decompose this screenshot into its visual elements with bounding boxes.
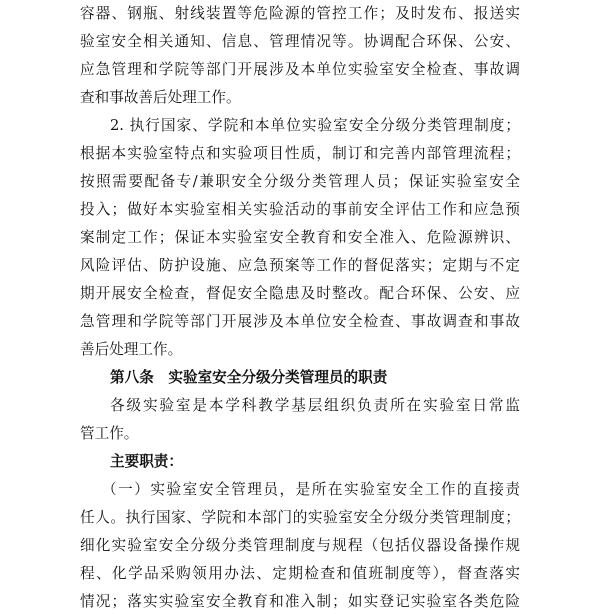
text-line-19: 任人。执行国家、学院和本部门的实验室安全分级分类管理制度； bbox=[80, 509, 520, 526]
text-line-10: 风险评估、防护设施、应急预案等工作的督促落实；定期与不定 bbox=[80, 257, 520, 274]
text-line-21: 程、化学品采购领用办法、定期检查和值班制度等），督查落实 bbox=[80, 565, 520, 582]
text-line-16: 管工作。 bbox=[80, 425, 139, 442]
text-line-15: 各级实验室是本学科教学基层组织负责所在实验室日常监 bbox=[110, 397, 520, 414]
article-heading: 第八条 实验室安全分级分类管理员的职责 bbox=[110, 369, 388, 386]
text-line-1: 容器、钢瓶、射线装置等危险源的管控工作；及时发布、报送实 bbox=[80, 5, 520, 22]
text-line-22: 情况；落实实验室安全教育和准入制；如实登记实验室各类危险 bbox=[80, 593, 520, 610]
text-line-3: 应急管理和学院等部门开展涉及本单位实验室安全检查、事故调 bbox=[80, 61, 520, 78]
text-line-5: 2. 执行国家、学院和本单位实验室安全分级分类管理制度； bbox=[110, 117, 520, 134]
text-line-11: 期开展安全检查，督促安全隐患及时整改。配合环保、公安、应 bbox=[80, 285, 520, 302]
text-line-4: 查和事故善后处理工作。 bbox=[80, 89, 241, 106]
text-line-12: 急管理和学院等部门开展涉及本单位安全检查、事故调查和事故 bbox=[80, 313, 520, 330]
text-line-18: （一）实验室安全管理员，是所在实验室安全工作的直接责 bbox=[102, 481, 520, 498]
duties-heading: 主要职责： bbox=[110, 453, 183, 470]
text-line-20: 细化实验室安全分级分类管理制度与规程（包括仪器设备操作规 bbox=[80, 537, 520, 554]
text-line-2: 验室安全相关通知、信息、管理情况等。协调配合环保、公安、 bbox=[80, 33, 520, 50]
text-line-13: 善后处理工作。 bbox=[80, 341, 183, 358]
text-line-7: 按照需要配备专/兼职安全分级分类管理人员；保证实验室安全 bbox=[80, 173, 520, 190]
text-line-9: 案制定工作；保证本实验室安全教育和安全准入、危险源辨识、 bbox=[80, 229, 520, 246]
text-line-6: 根据本实验室特点和实验项目性质，制订和完善内部管理流程； bbox=[80, 145, 520, 162]
text-line-8: 投入；做好本实验室相关实验活动的事前安全评估工作和应急预 bbox=[80, 201, 520, 218]
